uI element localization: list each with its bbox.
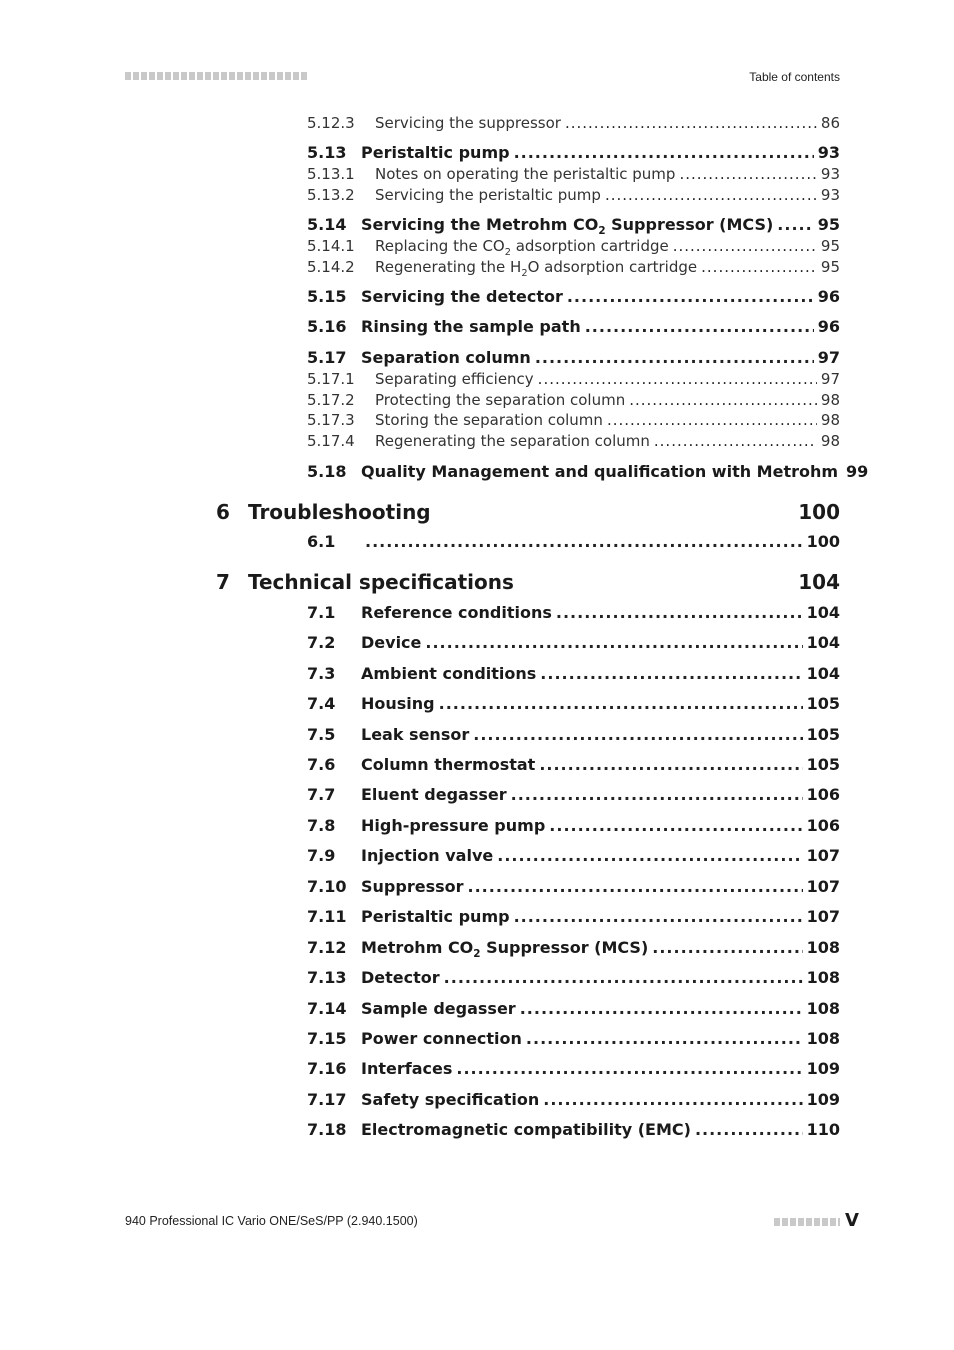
toc-entry-title: High-pressure pump (361, 816, 546, 835)
toc-entry-title: Peristaltic pump (361, 143, 510, 162)
toc-entry[interactable] (307, 877, 840, 897)
toc-leader-dots (538, 369, 817, 389)
toc-entry-number: 5.14 (307, 215, 347, 234)
toc-leader-dots (605, 185, 817, 205)
toc-chapter-number: 6 (216, 500, 230, 524)
toc-entry-number: 7.8 (307, 816, 336, 835)
toc-entry-page: 93 (817, 143, 840, 162)
toc-entry-number: 5.17.1 (307, 370, 355, 388)
toc-entry-number: 6.1 (307, 532, 336, 551)
toc-leader-dots (652, 938, 802, 958)
toc-entry[interactable] (307, 431, 840, 451)
toc-entry-number: 7.12 (307, 938, 347, 957)
toc-leader-dots (607, 410, 817, 430)
toc-entry-page: 106 (806, 816, 840, 835)
toc-entry[interactable] (307, 938, 840, 961)
toc-entry-number: 5.13 (307, 143, 347, 162)
toc-entry-page: 97 (820, 370, 840, 388)
toc-entry-title: Ambient conditions (361, 664, 537, 683)
toc-entry[interactable] (307, 1090, 840, 1110)
toc-entry[interactable] (307, 532, 840, 552)
toc-leader-dots (629, 390, 817, 410)
toc-chapter[interactable] (216, 500, 840, 524)
toc-entry[interactable] (307, 236, 840, 256)
toc-entry-title: Replacing the $CO_2$ adsorption cartridge (375, 237, 669, 258)
toc-entry-page: 95 (820, 237, 840, 255)
toc-entry[interactable] (307, 785, 840, 805)
toc-entry[interactable] (307, 1059, 840, 1079)
toc-entry[interactable] (307, 462, 869, 482)
toc-entry-number: 7.10 (307, 877, 347, 896)
toc-entry[interactable] (307, 215, 840, 238)
toc-entry[interactable] (307, 694, 840, 714)
toc-entry-number: 7.5 (307, 725, 336, 744)
toc-entry-title: Column thermostat (361, 755, 536, 774)
toc-entry-number: 5.17 (307, 348, 347, 367)
toc-entry-title: Injection valve (361, 846, 494, 865)
toc-entry[interactable] (307, 664, 840, 684)
toc-entry[interactable] (307, 317, 840, 337)
toc-leader-dots (540, 664, 802, 684)
toc-entry-number: 7.16 (307, 1059, 347, 1078)
toc-entry-page: 108 (806, 999, 840, 1018)
toc-entry[interactable] (307, 816, 840, 836)
toc-entry[interactable] (307, 287, 840, 307)
toc-entry-title: Eluent degasser (361, 785, 507, 804)
toc-entry-page: 110 (806, 1120, 840, 1139)
toc-leader-dots (473, 725, 802, 745)
toc-entry-title: Reference conditions (361, 603, 552, 622)
toc-entry-title: Protecting the separation column (375, 391, 626, 409)
toc-entry-page: 99 (846, 462, 869, 481)
toc-entry-title: Device (361, 633, 422, 652)
toc-entry-title: Electromagnetic compatibility (EMC) (361, 1120, 691, 1139)
toc-entry-page: 109 (806, 1059, 840, 1078)
toc-leader-dots (585, 317, 814, 337)
toc-leader-dots (695, 1120, 803, 1140)
toc-entry[interactable] (307, 968, 840, 988)
toc-leader-dots (520, 999, 803, 1019)
toc-entry-page: 107 (806, 907, 840, 926)
toc-entry-title: Servicing the detector (361, 287, 563, 306)
toc-entry-page: 95 (820, 258, 840, 276)
toc-entry-page: 106 (806, 785, 840, 804)
toc-entry[interactable] (307, 185, 840, 205)
toc-entry[interactable] (307, 1120, 840, 1140)
toc-entry-page: 108 (806, 1029, 840, 1048)
page-number: V (845, 1210, 859, 1231)
toc-entry-page: 105 (806, 725, 840, 744)
toc-entry-number: 7.14 (307, 999, 347, 1018)
toc-entry-number: 7.13 (307, 968, 347, 987)
toc-entry-page: 86 (820, 114, 840, 132)
toc-entry-title: Storing the separation column (375, 411, 603, 429)
toc-leader-dots (701, 257, 817, 277)
toc-entry-page: 98 (820, 411, 840, 429)
toc-entry-title: Metrohm $CO_2$ Suppressor (MCS) (361, 938, 649, 961)
toc-entry-title: Power connection (361, 1029, 522, 1048)
toc-entry[interactable] (307, 846, 840, 866)
toc-leader-dots (654, 431, 817, 451)
toc-entry-number: 5.14.1 (307, 237, 355, 255)
toc-entry[interactable] (307, 143, 840, 163)
toc-leader-dots (673, 236, 817, 256)
toc-entry-number: 7.4 (307, 694, 336, 713)
toc-leader-dots (777, 215, 813, 235)
toc-entry-title: Notes on operating the peristaltic pump (375, 165, 676, 183)
toc-entry-number: 5.14.2 (307, 258, 355, 276)
toc-entry[interactable] (307, 164, 840, 184)
toc-entry[interactable] (307, 603, 840, 623)
toc-leader-dots (539, 755, 802, 775)
toc-entry-title: Quality Management and qualification with Metrohm (361, 462, 839, 481)
toc-entry-number: 7.9 (307, 846, 336, 865)
toc-entry-page: 109 (806, 1090, 840, 1109)
toc-entry-number: 5.13.1 (307, 165, 355, 183)
toc-entry-title: Detector (361, 968, 440, 987)
toc-entry-number: 7.3 (307, 664, 336, 683)
toc-entry-page: 95 (817, 215, 840, 234)
footer-decoration (774, 1218, 840, 1226)
toc-chapter-title: Troubleshooting (248, 500, 431, 524)
toc-entry-title: Peristaltic pump (361, 907, 510, 926)
toc-leader-dots (365, 532, 803, 552)
toc-entry[interactable] (307, 999, 840, 1019)
toc-entry-number: 7.15 (307, 1029, 347, 1048)
toc-entry-number: 7.18 (307, 1120, 347, 1139)
toc-entry-title: Leak sensor (361, 725, 470, 744)
toc-entry[interactable] (307, 755, 840, 775)
toc-entry-page: 104 (806, 603, 840, 622)
header-title: Table of contents (749, 70, 840, 84)
toc-entry[interactable] (307, 410, 840, 430)
toc-entry-page: 93 (820, 165, 840, 183)
toc-entry[interactable] (307, 369, 840, 389)
toc-leader-dots (556, 603, 803, 623)
toc-leader-dots (526, 1029, 803, 1049)
toc-entry-number: 7.6 (307, 755, 336, 774)
footer-product: 940 Professional IC Vario ONE/SeS/PP (2.940.1500) (125, 1214, 418, 1228)
toc-entry-number: 5.13.2 (307, 186, 355, 204)
toc-entry-number: 7.2 (307, 633, 336, 652)
toc-entry-number: 5.15 (307, 287, 347, 306)
toc-chapter[interactable] (216, 570, 840, 594)
toc-leader-dots (565, 113, 817, 133)
toc-entry-page: 105 (806, 755, 840, 774)
toc-leader-dots (514, 907, 803, 927)
toc-entry-number: 5.18 (307, 462, 347, 481)
toc-entry-title: Housing (361, 694, 435, 713)
toc-entry-title: Servicing the suppressor (375, 114, 561, 132)
toc-entry-page: 105 (806, 694, 840, 713)
toc-leader-dots (511, 785, 803, 805)
toc-entry[interactable] (307, 257, 840, 277)
toc-leader-dots (567, 287, 814, 307)
toc-entry-number: 5.16 (307, 317, 347, 336)
toc-leader-dots (679, 164, 816, 184)
toc-entry-number: 5.17.2 (307, 391, 355, 409)
toc-entry-page: 107 (806, 877, 840, 896)
toc-entry-page: 108 (806, 938, 840, 957)
toc-entry[interactable] (307, 907, 840, 927)
toc-entry-title: Separation column (361, 348, 531, 367)
toc-entry-number: 7.7 (307, 785, 336, 804)
toc-entry[interactable] (307, 348, 840, 368)
toc-entry[interactable] (307, 390, 840, 410)
toc-entry-number: 7.11 (307, 907, 347, 926)
toc-entry-number: 7.17 (307, 1090, 347, 1109)
toc-entry-page: 98 (820, 391, 840, 409)
toc-leader-dots (444, 968, 803, 988)
toc-chapter-page: 100 (798, 500, 840, 524)
toc-entry-page: 97 (817, 348, 840, 367)
toc-entry-page: 104 (806, 664, 840, 683)
toc-entry-page: 104 (806, 633, 840, 652)
toc-chapter-title: Technical specifications (248, 570, 514, 594)
toc-entry-title: Servicing the Metrohm $CO_2$ Suppressor (MCS) (361, 215, 774, 238)
toc-leader-dots (425, 633, 802, 653)
toc-entry-title: Regenerating the separation column (375, 432, 650, 450)
toc-entry-page: 93 (820, 186, 840, 204)
toc-entry-number: 5.17.3 (307, 411, 355, 429)
toc-entry[interactable] (307, 113, 840, 133)
toc-entry-page: 96 (817, 287, 840, 306)
toc-chapter-page: 104 (798, 570, 840, 594)
toc-leader-dots (549, 816, 802, 836)
toc-entry-title: Servicing the peristaltic pump (375, 186, 601, 204)
toc-entry-number: 5.12.3 (307, 114, 355, 132)
toc-leader-dots (543, 1090, 802, 1110)
toc-entry-title: Separating efficiency (375, 370, 534, 388)
toc-chapter-number: 7 (216, 570, 230, 594)
toc-entry-page: 96 (817, 317, 840, 336)
toc-entry-page: 108 (806, 968, 840, 987)
toc-entry-title: Suppressor (361, 877, 464, 896)
toc-entry-page: 107 (806, 846, 840, 865)
toc-entry-page: 98 (820, 432, 840, 450)
toc-leader-dots (468, 877, 803, 897)
toc-entry-number: 5.17.4 (307, 432, 355, 450)
toc-entry-number: 7.1 (307, 603, 336, 622)
toc-entry-title: Safety specification (361, 1090, 540, 1109)
toc-entry[interactable] (307, 633, 840, 653)
toc-leader-dots (497, 846, 802, 866)
toc-entry-title: Regenerating the $H_2O$ adsorption cartridge (375, 258, 698, 279)
toc-entry-title: Rinsing the sample path (361, 317, 581, 336)
toc-leader-dots (535, 348, 814, 368)
toc-leader-dots (456, 1059, 802, 1079)
toc-leader-dots (439, 694, 803, 714)
toc-entry-page: 100 (806, 532, 840, 551)
toc-entry-title: Sample degasser (361, 999, 516, 1018)
toc-entry[interactable] (307, 725, 840, 745)
toc-entry[interactable] (307, 1029, 840, 1049)
toc-entry-title: Interfaces (361, 1059, 453, 1078)
toc-leader-dots (514, 143, 814, 163)
header-decoration (125, 72, 307, 80)
